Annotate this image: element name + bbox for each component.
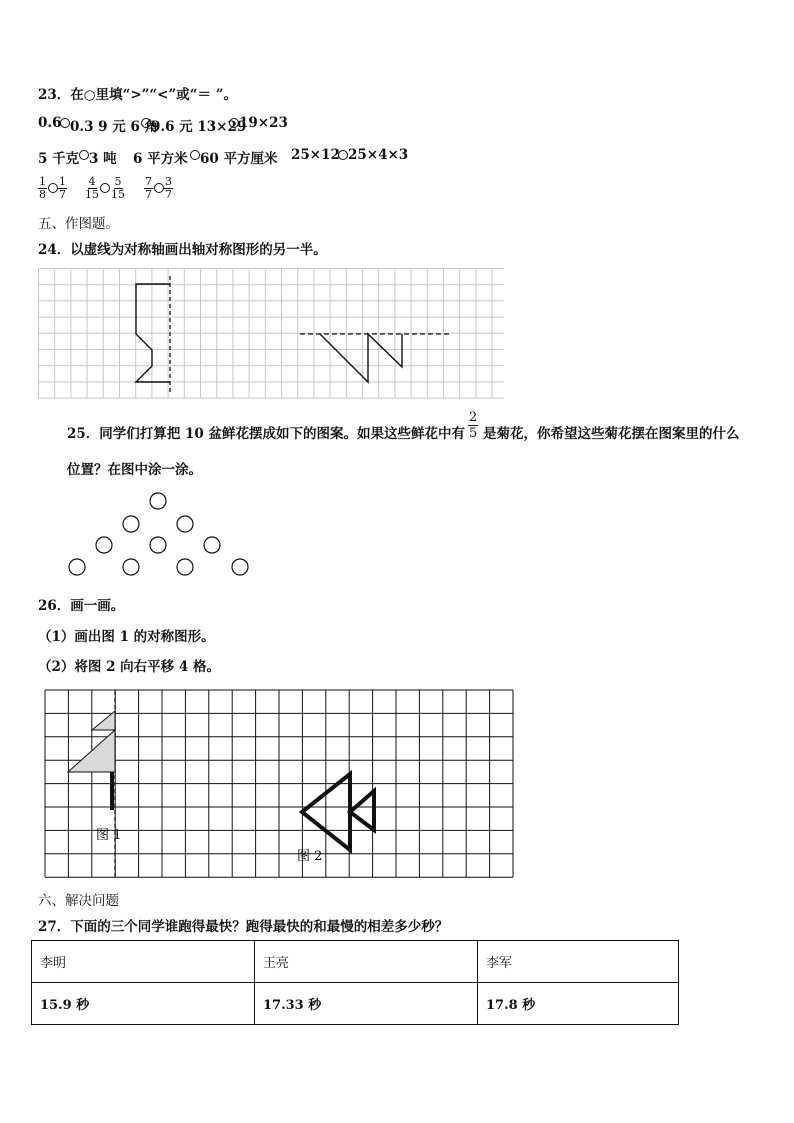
q23-r1-c: 9.6 元 13×29 (151, 119, 247, 135)
q23-r2-d: 60 平方厘米 (200, 151, 278, 167)
flower-pot-circle[interactable] (232, 559, 248, 575)
flower-pattern[interactable] (60, 488, 260, 582)
flower-pot-circle[interactable] (123, 559, 139, 575)
compare-circle[interactable] (48, 183, 58, 193)
fraction: $\frac{5}{15}$ (111, 175, 125, 201)
fraction: $\frac{1}{8}$ (39, 175, 46, 201)
q25-text-before: 25．同学们打算把 10 盆鲜花摆成如下的图案。如果这些鲜花中有 (67, 426, 465, 442)
upper-half-shape (320, 334, 402, 382)
q23-r2-b: 3 吨 (89, 151, 117, 167)
q26-sub2: （2）将图 2 向右平移 4 格。 (38, 659, 220, 675)
compare-circle[interactable] (141, 118, 151, 128)
figure-1-label: 图 1 (96, 828, 122, 843)
fraction: $\frac{3}{7}$ (165, 175, 172, 201)
q24-grid-figure[interactable] (38, 268, 504, 402)
flower-pot-circle[interactable] (150, 537, 166, 553)
compare-circle[interactable] (190, 150, 200, 160)
flower-pot-circle[interactable] (177, 559, 193, 575)
figure-2-label: 图 2 (297, 849, 323, 864)
running-times-table (31, 940, 679, 1025)
table-header-cell: 李明 (32, 941, 255, 983)
fraction: $\frac{4}{15}$ (85, 175, 99, 201)
q23-r2-f: 25×4×3 (348, 147, 409, 163)
q23-r1-a: 0.6 (38, 115, 62, 131)
q26-grid-figure[interactable] (44, 688, 516, 878)
q24-title: 24．以虚线为对称轴画出轴对称图形的另一半。 (38, 242, 327, 258)
section-6-title: 六、解决问题 (38, 893, 119, 909)
q27-title: 27．下面的三个同学谁跑得最快？跑得最快的和最慢的相差多少秒？ (38, 919, 449, 935)
flower-pot-circle[interactable] (204, 537, 220, 553)
fraction: $\frac{7}{7}$ (145, 175, 152, 201)
flower-pot-circle[interactable] (123, 516, 139, 532)
table-cell: 17.8 秒 (478, 983, 679, 1025)
compare-circle[interactable] (338, 150, 348, 160)
table-row (32, 983, 679, 1025)
flower-pot-circle[interactable] (96, 537, 112, 553)
table-header-cell: 李军 (478, 941, 679, 983)
q23-r1-b: 0.3 9 元 6 角 (70, 119, 159, 135)
q25-fraction: $\frac{2}{5}$ (469, 410, 478, 441)
q23-r2-c: 6 平方米 (133, 151, 188, 167)
table-cell: 17.33 秒 (255, 983, 478, 1025)
compare-circle[interactable] (60, 118, 70, 128)
flower-pot-circle[interactable] (177, 516, 193, 532)
q25-line2: 位置？在图中涂一涂。 (67, 462, 202, 478)
fraction: $\frac{1}{7}$ (59, 175, 66, 201)
q23-r2-a: 5 千克 (38, 151, 80, 167)
figure-2-small-triangle (350, 791, 374, 830)
q26-sub1: （1）画出图 1 的对称图形。 (38, 629, 215, 645)
q23-r2-e: 25×12 (291, 147, 340, 163)
q25-text-after: 是菊花，你希望这些菊花摆在图案里的什么 (483, 426, 740, 442)
flower-pot-circle[interactable] (150, 493, 166, 509)
flower-pot-circle[interactable] (69, 559, 85, 575)
compare-circle[interactable] (79, 150, 89, 160)
compare-circle[interactable] (229, 118, 239, 128)
grid-lines (39, 269, 505, 399)
q26-title: 26．画一画。 (38, 598, 125, 614)
table-header-row (32, 941, 679, 983)
compare-circle[interactable] (154, 183, 164, 193)
q23-title: 23．在○里填“>”“<”或“＝ ”。 (38, 87, 237, 103)
compare-circle[interactable] (100, 183, 110, 193)
section-5-title: 五、作图题。 (38, 216, 119, 232)
q23-r1-d: 19×23 (239, 115, 288, 131)
table-header-cell: 王亮 (255, 941, 478, 983)
table-cell: 15.9 秒 (32, 983, 255, 1025)
